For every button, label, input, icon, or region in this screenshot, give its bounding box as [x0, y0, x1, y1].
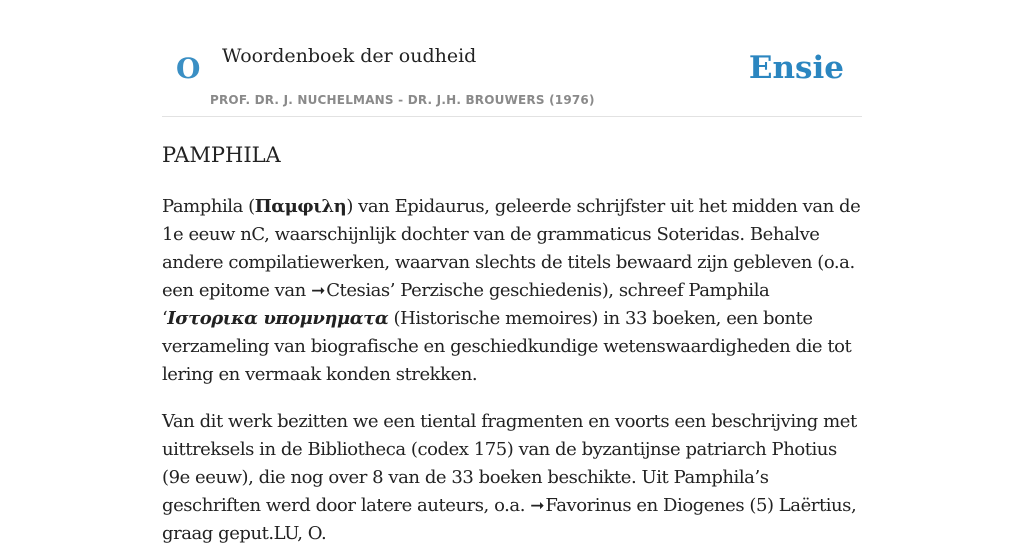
text-segment: ) van Epidaurus, geleerde schrijfster uit het midden van de 1e eeuw nC, waarschijnlijk dochter van de grammaticus Soteridas. Behalve andere compilatiewerken, waarvan slechts de titels bewaard zijn gebleven (o.a. een epitome van: [162, 196, 861, 301]
text-segment: ’ Perzische geschiedenis), schreef Pamphila ‘: [162, 280, 770, 329]
book-letter-logo: O: [176, 52, 201, 85]
header: [162, 0, 862, 117]
xref-label: Favorinus: [545, 495, 632, 516]
arrow-right-icon: ➞: [311, 281, 325, 301]
page: [162, 0, 862, 548]
arrow-right-icon: ➞: [530, 496, 545, 516]
greek-name: Παμφιλη: [254, 196, 347, 217]
xref-label: Ctesias: [326, 280, 390, 301]
text-segment: (Historische memoires) in 33 boeken, een bonte verzameling van biografische en geschiedkundige wetenswaardigheden die tot lering en vermaak konden strekken.: [162, 308, 852, 385]
text-segment: Pamphila (: [162, 196, 255, 217]
entry-paragraph-2: [162, 408, 862, 548]
entry-paragraph-1: [162, 193, 862, 389]
text-segment: en Diogenes (5) Laërtius, graag geput.LU, O.: [162, 495, 857, 544]
text-segment: Van dit werk bezitten we een tiental fragmenten en voorts een beschrijving met uittreksels in de Bibliotheca (codex 175) van de byzantijnse patriarch Photius (9e eeuw), die nog over 8 van de 33 boeken beschikte. Uit Pamphila’s geschriften werd door latere auteurs, o.a.: [162, 411, 857, 516]
xref-link-ctesias[interactable]: [311, 280, 390, 301]
entry-headword: PAMPHILA: [162, 143, 281, 167]
book-title-link[interactable]: Woordenboek der oudheid: [222, 45, 477, 67]
ensie-brand-link[interactable]: Ensie: [748, 50, 844, 86]
greek-title: Ιστορικα υπομνηματα: [167, 308, 389, 329]
book-authors: PROF. DR. J. NUCHELMANS - DR. J.H. BROUWERS (1976): [210, 93, 595, 107]
xref-link-favorinus[interactable]: [530, 495, 631, 516]
